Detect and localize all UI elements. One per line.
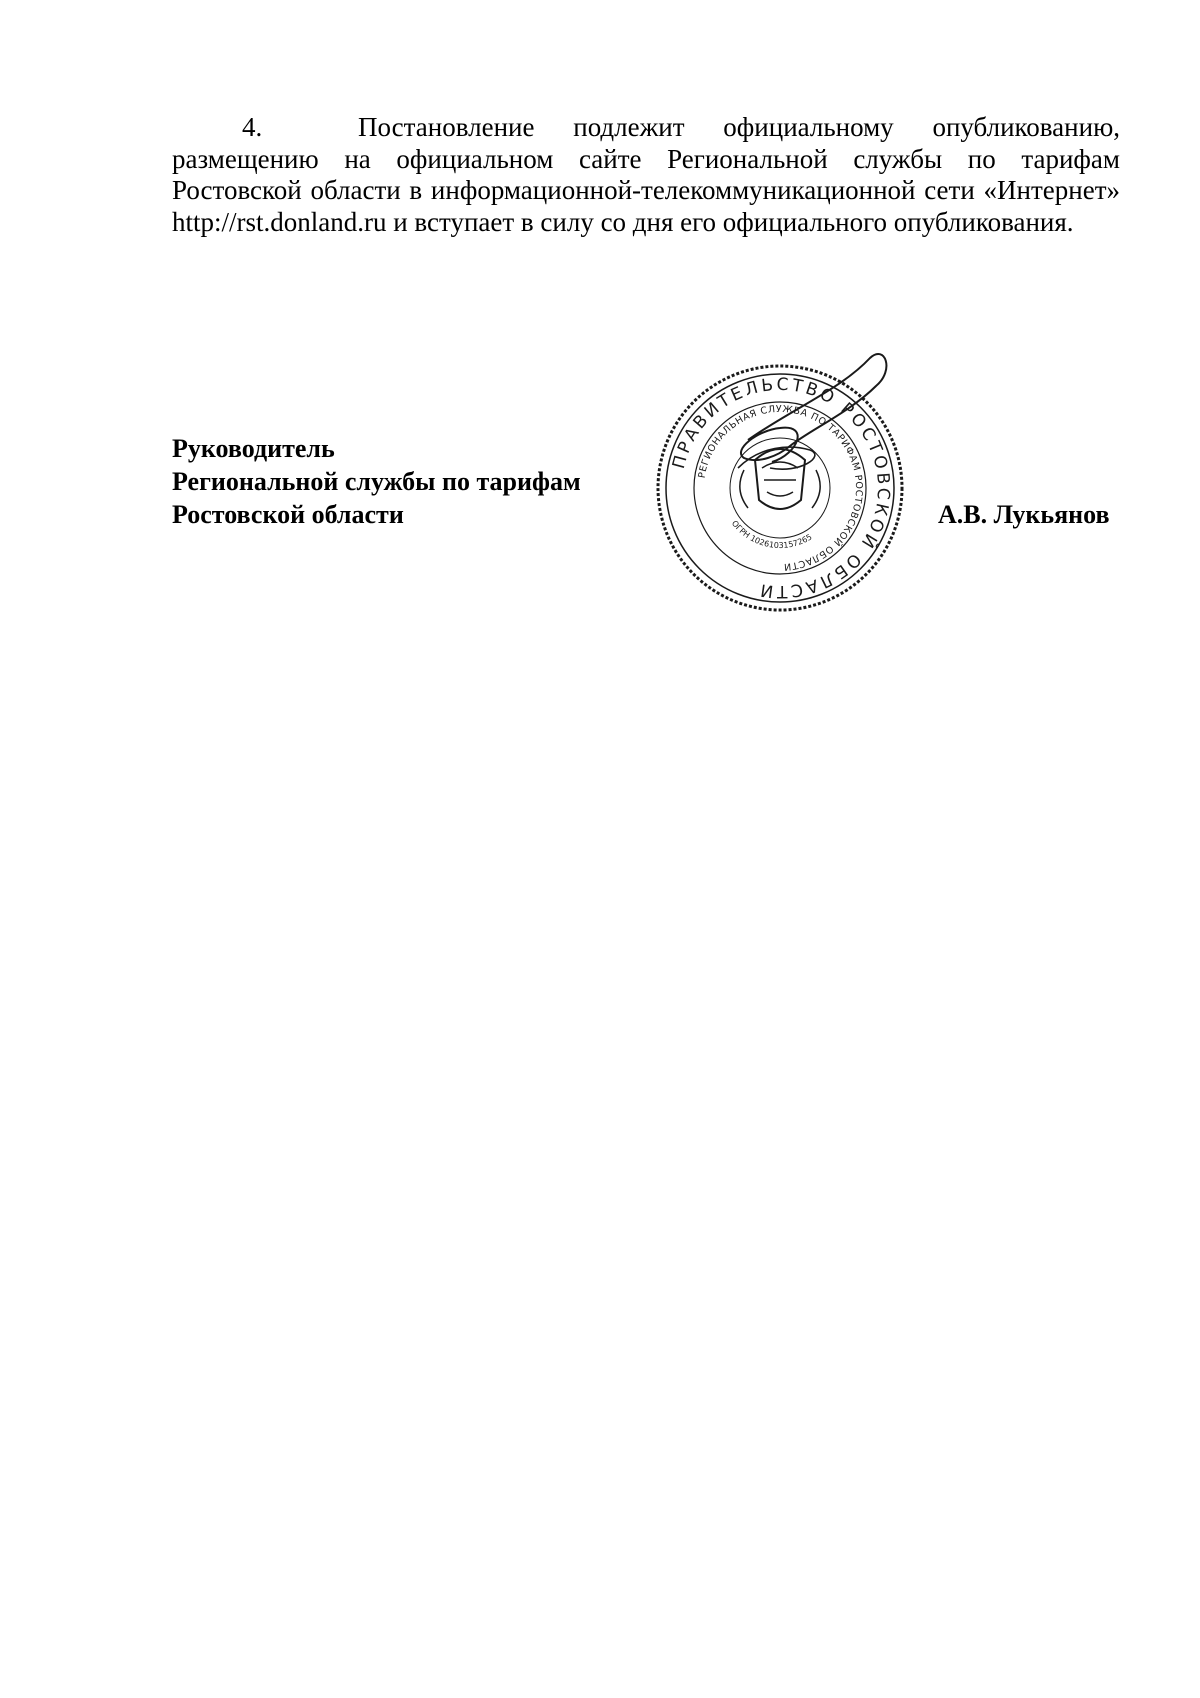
svg-text:ОГРН 1026103157265: [730, 519, 814, 550]
signer-name: А.В. Лукьянов: [938, 500, 1110, 529]
signer-position-line-3: Ростовской области: [172, 500, 404, 529]
clause-number: 4.: [242, 112, 263, 142]
clause-4: [172, 112, 1120, 238]
seal-ogrn-text: ОГРН 1026103157265: [729, 518, 814, 551]
seal-inner-text: РЕГИОНАЛЬНАЯ СЛУЖБА ПО ТАРИФАМ РОСТОВСКОЙ ОБЛАСТИ: [696, 403, 865, 572]
signer-position: [172, 432, 581, 531]
clause-body-text: размещению на официальном сайте Региональной службы по тарифам Ростовской области в информационной-телекоммуникационной сети «Интернет» http://rst.donland.ru и вступает в силу со дня его официального опубликования.: [172, 143, 1120, 237]
official-seal-with-signature: [640, 350, 920, 625]
clause-first-line-text: Постановление подлежит официальному опубликованию,: [358, 112, 1120, 142]
signer-position-line-1: Руководитель: [172, 434, 335, 463]
seal-outer-text: ПРАВИТЕЛЬСТВО РОСТОВСКОЙ ОБЛАСТИ: [668, 374, 894, 602]
signer-position-line-2: Региональной службы по тарифам: [172, 467, 581, 496]
clause-first-line: [172, 112, 1120, 144]
